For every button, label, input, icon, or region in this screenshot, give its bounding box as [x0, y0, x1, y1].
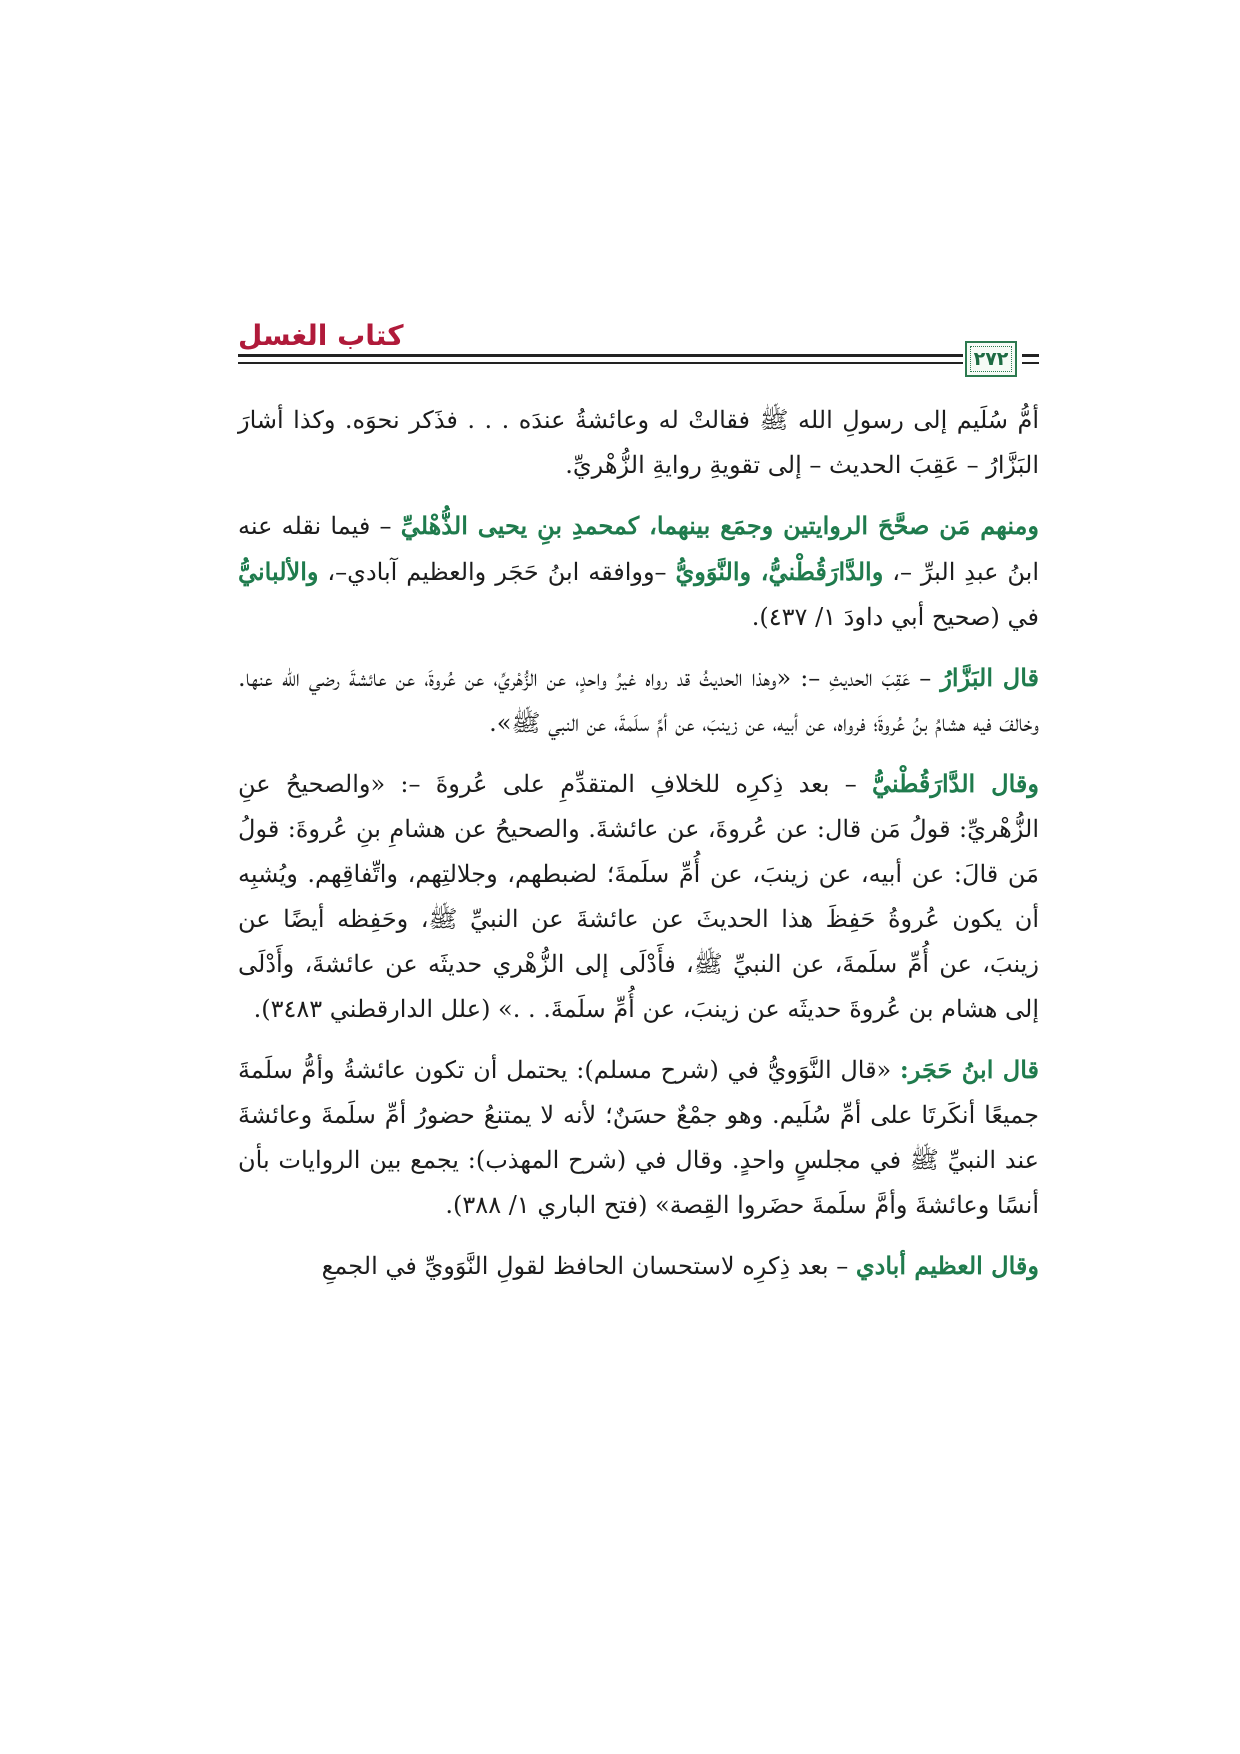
page-header [238, 318, 1039, 390]
header-rule [238, 362, 963, 364]
page-number-badge [965, 341, 1017, 377]
header-rule [1022, 362, 1039, 364]
chapter-title: كتاب الغسل [238, 319, 404, 352]
paragraph [238, 761, 1039, 1032]
page-number: ٢٧٢ [973, 348, 1009, 370]
highlighted-name: وقال الدَّارَقُطْنيُّ [871, 769, 1039, 798]
highlighted-name: والدَّارَقُطْنيُّ، والنَّوَويُّ [675, 557, 884, 586]
paragraph [238, 1243, 1039, 1289]
paragraph [238, 1047, 1039, 1228]
highlighted-name: قال البَزَّارُ [940, 663, 1039, 692]
header-rule [238, 354, 963, 357]
header-rule [1022, 354, 1039, 357]
paragraph-text: «قال النَّوَويُّ في (شرح مسلم): يحتمل أن تكون عائشةُ وأمُّ سلَمةَ جميعًا أنكَرتَا على أمِّ سُلَيم. وهو جمْعٌ حسَنٌ؛ لأنه لا يمتنعُ حضورُ أمِّ سلَمةَ وعائشةَ عند النبيِّ ﷺ في مجلسٍ واحدٍ. وقال في (شرح المهذب): يجمع بين الروايات بأن أنسًا وعائشةَ وأمَّ سلَمةَ حضَروا القِصة» (فتح الباري ١/ ٣٨٨). [238, 1056, 1039, 1219]
highlighted-name: والألبانيُّ [238, 557, 319, 586]
paragraph-text: – عَقِبَ الحديثِ –: «وهذا الحديثُ قد رواه غيرُ واحدٍ، عن الزُّهْريِّ، عن عُروةَ، عن عائشةَ رضي الله عنها. وخالفَ فيه هشامُ بنُ عُروةَ؛ فرواه، عن أبيه، عن زينبَ، عن أمِّ سلَمةَ، عن النبي ﷺ». [238, 664, 1039, 737]
highlighted-name: ومنهم مَن صحَّحَ الروايتين وجمَع بينهما، كمحمدِ بنِ يحيى الذُّهْليِّ [400, 511, 1040, 540]
paragraph-text: في (صحيح أبي داودَ ١/ ٤٣٧). [751, 603, 1039, 631]
paragraph [238, 655, 1039, 746]
paragraph [238, 398, 1039, 488]
highlighted-name: قال ابنُ حَجَر: [899, 1055, 1040, 1084]
highlighted-name: وقال العظيم أبادي [855, 1251, 1039, 1280]
paragraph-text: – بعد ذِكرِه للخلافِ المتقدِّمِ على عُروةَ –: «والصحيحُ عنِ الزُّهْريِّ: قولُ مَن قال: عن عُروةَ، عن عائشةَ. والصحيحُ عن هشامِ بنِ عُروةَ: قولُ مَن قالَ: عن أبيه، عن زينبَ، عن أُمِّ سلَمةَ؛ لضبطهم، وجلالتِهم، واتِّفاقِهم. ويُشبِه أن يكون عُروةُ حَفِظَ هذا الحديثَ عن عائشةَ عن النبيِّ ﷺ، وحَفِظه أيضًا عن زينبَ، عن أُمِّ سلَمةَ، عن النبيِّ ﷺ، فأَدْلَى إلى الزُّهْري حديثَه عن عائشةَ، وأَدْلَى إلى هشام بن عُروةَ حديثَه عن زينبَ، عن أُمِّ سلَمةَ. . .» (علل الدارقطني ٣٤٨٣). [238, 770, 1040, 1023]
paragraph-text: –ووافقه ابنُ حَجَر والعظيم آبادي–، [318, 558, 676, 586]
body-text [238, 398, 1039, 1304]
paragraph [238, 503, 1039, 640]
paragraph-text: – فيما نقله عنه ابنُ عبدِ البرِّ –، [238, 512, 1039, 586]
paragraph-text: أمُّ سُلَيم إلى رسولِ الله ﷺ فقالتْ له وعائشةُ عندَه . . . فذَكر نحوَه. وكذا أشارَ البَزَّارُ – عَقِبَ الحديث – إلى تقويةِ روايةِ الزُّهْريِّ. [238, 406, 1039, 479]
paragraph-text: – بعد ذِكرِه لاستحسان الحافظ لقولِ النَّوَويِّ في الجمعِ [321, 1252, 856, 1280]
